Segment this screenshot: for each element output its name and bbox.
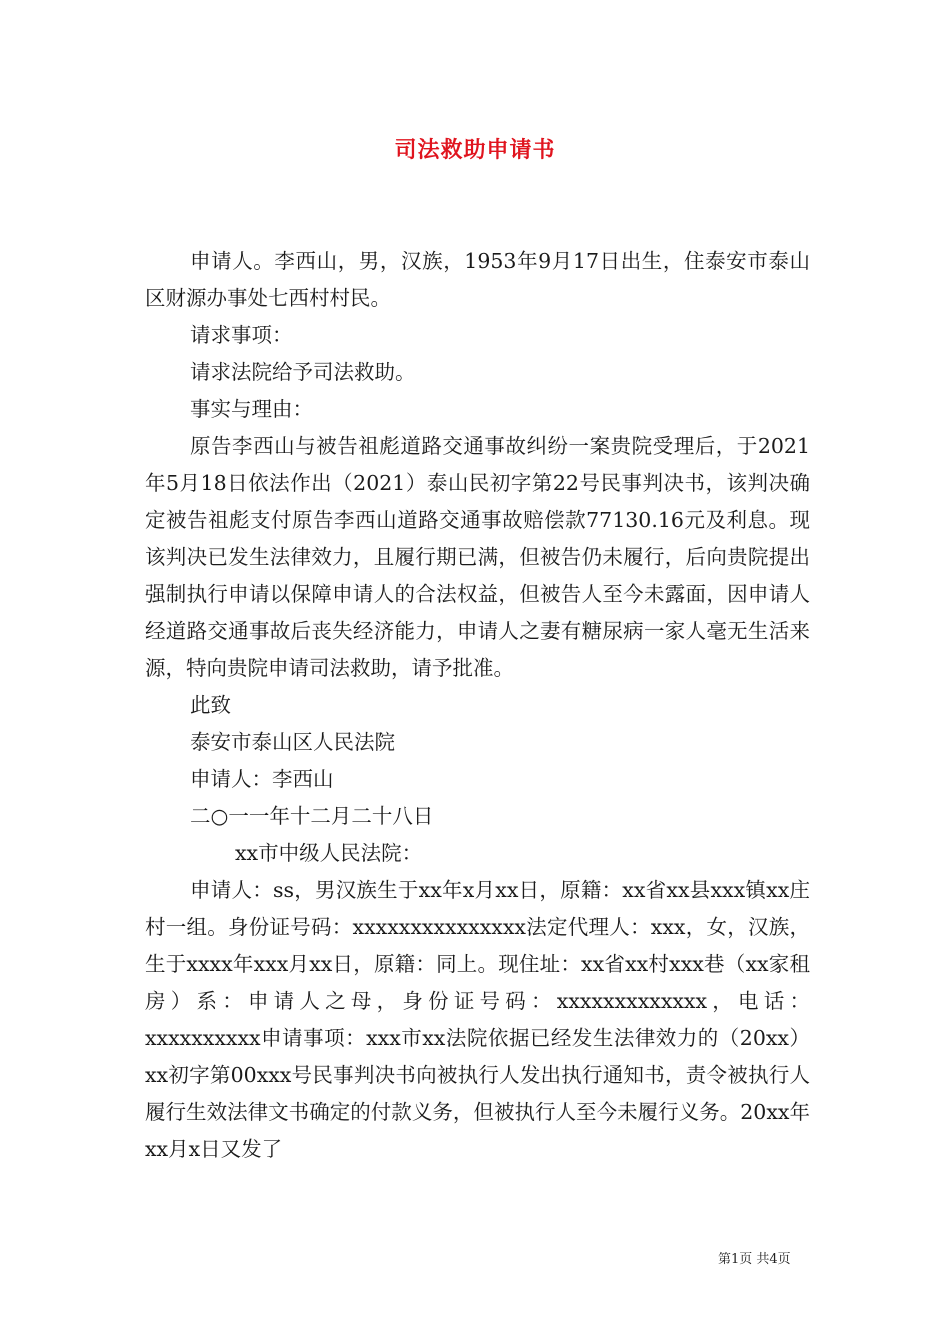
request-content: 请求法院给予司法救助。 — [190, 360, 416, 384]
signature-date: 二○一一年十二月二十八日 — [190, 804, 434, 828]
document-title: 司法救助申请书 — [394, 137, 556, 163]
facts-heading: 事实与理由： — [190, 397, 313, 421]
facts-paragraph: 原告李西山与被告祖彪道路交通事故纠纷一案贵院受理后，于2021年5月18日依法作出（2021）泰山民初字第22号民事判决书，该判决确定被告祖彪支付原告李西山道路交通事故赔偿款77130.16元及利息。现该判决已发生法律效力，且履行期已满，但被告仍未履行，后向贵院提出强制执行申请以保障申请人的合法权益，但被告人至今未露面，因申请人经道路交通事故后丧失经济能力，申请人之妻有糖尿病一家人毫无生活来源，特向贵院申请司法救助，请予批准。 — [145, 434, 810, 680]
second-addressee: xx市中级人民法院： — [235, 841, 423, 865]
recipient-court: 泰安市泰山区人民法院 — [190, 730, 395, 754]
applicant-paragraph: 申请人。李西山，男，汉族，1953年9月17日出生，住泰安市泰山区财源办事处七西村村民。 — [145, 249, 810, 310]
signature-applicant: 申请人：李西山 — [190, 767, 334, 791]
request-heading: 请求事项： — [190, 323, 293, 347]
second-applicant-paragraph: 申请人：ss，男汉族生于xx年x月xx日，原籍：xx省xx县xxx镇xx庄村一组。身份证号码：xxxxxxxxxxxxxxx法定代理人：xxx，女，汉族，生于xxxx年xxx月xx日，原籍：同上。现住址：xx省xx村xxx巷（xx家租房）系：申请人之母，身份证号码：xxxxxxxxxxxxx，电话：xxxxxxxxxx申请事项：xxx市xx法院依据已经发生法律效力的（20xx）xx初字第00xxx号民事判决书向被执行人发出执行通知书，责令被执行人履行生效法律文书确定的付款义务，但被执行人至今未履行义务。20xx年xx月x日又发了 — [145, 878, 810, 1161]
salutation: 此致 — [190, 693, 231, 717]
document-body — [145, 243, 810, 1168]
page-number: 第1页 共4页 — [718, 1252, 791, 1267]
